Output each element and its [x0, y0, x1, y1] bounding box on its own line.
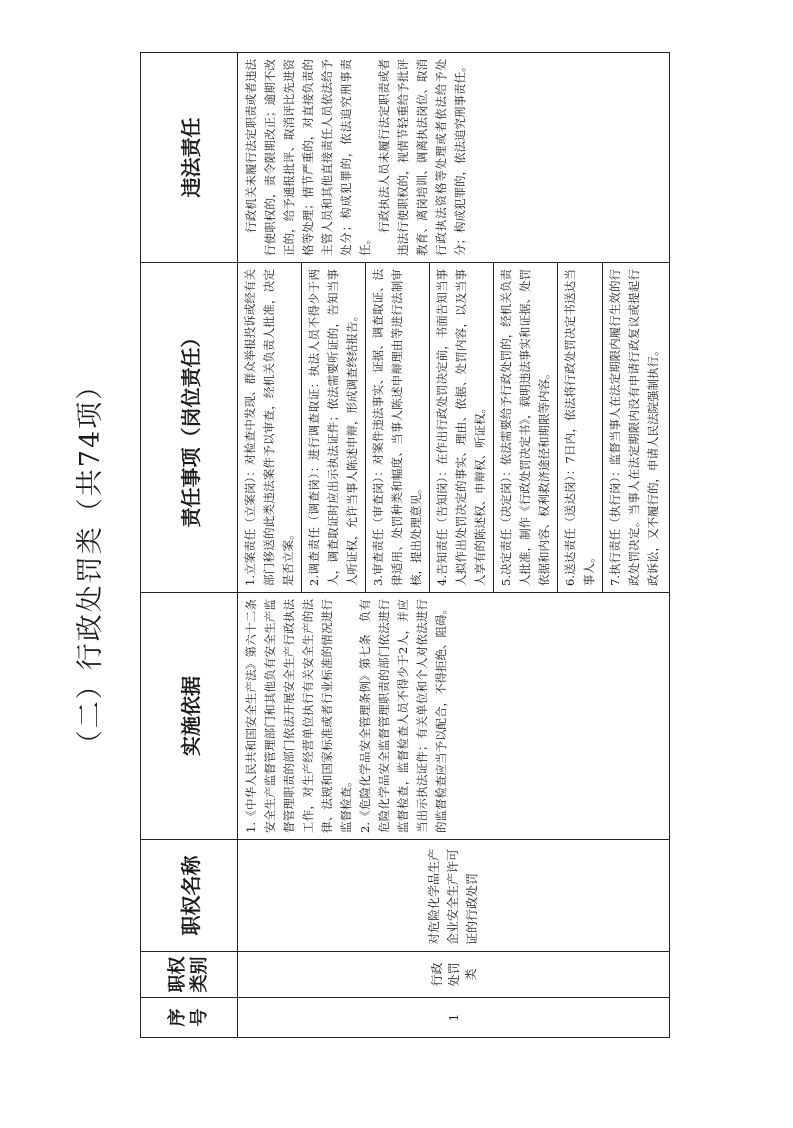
responsibility-item: 5.决定责任（决定岗）：依法需要给予行政处罚的，经机关负责人批准，制作《行政处罚决定书》，载明违法事实和证据、处罚依据和内容、权利救济途径和期限等内容。	[494, 263, 558, 592]
header-basis: 实施依据	[141, 593, 238, 840]
responsibility-item: 2.调查责任（调查岗）：进行调查取证：执法人员不得少于两人，调查取证时应出示执法证件；依法需要听证的，告知当事人听证权，允许当事人陈述申辩，形成调查终结报告。	[302, 263, 366, 592]
responsibility-item: 7.执行责任（执行岗）：监督当事人在法定期限内履行生效的行政处罚决定。当事人在法定期限内没有申请行政复议或提起行政诉讼，又不履行的，申请人民法院强制执行。	[608, 269, 660, 586]
header-liability: 违法责任	[141, 53, 238, 263]
basis-item: 2.《危险化学品安全管理条例》第七条 负有危险化学品安全监督管理职责的部门依法进行监督检查，监督检查人员不得少于2人，并应当出示执法证件；有关单位和个人对依法进行的监督检查应当予以配合，不得拒绝、阻碍。	[358, 599, 448, 833]
header-category: 职权类别	[141, 952, 238, 998]
responsibility-item: 6.送达责任（送达岗）：7日内，依法将行政处罚决定书送达当事人。	[558, 263, 603, 592]
basis-item: 1.《中华人民共和国安全生产法》第六十二条 安全生产监督管理部门和其他负有安全生产监督管理职责的部门依法开展安全生产行政执法工作，对生产经营单位执行有关安全生产的法律、法规和国家标准或者行业标准的情况进行监督检查。	[244, 587, 353, 833]
cell-category: 行政处罚类	[238, 952, 670, 998]
cell-responsibility	[238, 263, 670, 593]
page-title: （二）行政处罚类（共74项）	[75, 370, 106, 758]
cell-seq: 1	[238, 998, 670, 1038]
cell-basis	[238, 587, 670, 840]
responsibility-item: 4.告知责任（告知岗）：在作出行政处罚决定前，书面告知当事人拟作出处罚决定的事实、理由、依据、处罚内容，以及当事人享有的陈述权、申辩权、听证权。	[430, 263, 494, 592]
header-row	[141, 53, 238, 1038]
cell-name: 对危险化学品生产企业安全生产许可证的行政处罚	[238, 840, 670, 952]
liability-item: 行政执法人员未履行法定职责或者违法行使职权的，视情节轻重给予批评教育、离岗培训、调离执法岗位、取消行政执法资格等处理或者依法给予处分；构成犯罪的，依法追究刑事责任。	[377, 59, 467, 256]
penalty-table	[140, 52, 670, 1038]
table-row	[238, 53, 670, 1038]
header-name: 职权名称	[141, 840, 238, 952]
cell-liability	[238, 53, 670, 263]
header-responsibility: 责任事项（岗位责任）	[141, 263, 238, 593]
responsibility-item: 1.立案责任（立案岗）：对检查中发现、群众举报投诉或经有关部门移送的此类违法案件予以审查，经机关负责人批准，决定是否立案。	[238, 263, 302, 592]
liability-item: 行政机关未履行法定职责或者违法行使职权的，责令限期改正；逾期不改正的，给予通报批评、取消评比先进资格等处理；情节严重的，对直接负责的主管人员和其他直接责任人员依法给予处分；构成犯罪的，依法追究刑事责任。	[244, 59, 372, 256]
header-seq: 序号	[141, 998, 238, 1038]
responsibility-item: 3.审查责任（审查岗）：对案件违法事实、证据、调查取证、法律适用、处罚种类和幅度、当事人陈述申辩理由等进行法制审核，提出处理意见。	[366, 263, 430, 592]
